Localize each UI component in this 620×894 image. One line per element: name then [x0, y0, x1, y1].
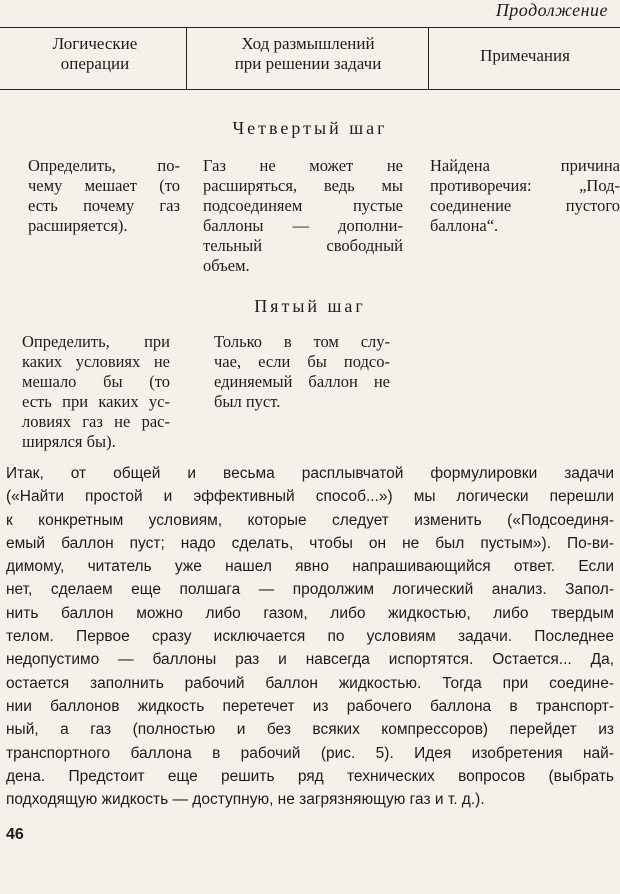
header-reasoning [190, 34, 426, 74]
prose-line: телом. Первое сразу исключается по условиям задачи. Последнее [6, 628, 614, 646]
cell-line: ширялся бы). [22, 432, 116, 451]
header-top-rule [0, 27, 620, 28]
cell-line: каких условиях не [22, 352, 170, 371]
prose-line: нии баллонов жидкость перетечет из рабочего баллона в транспорт- [6, 697, 614, 715]
cell-line: единяемый баллон не [214, 372, 390, 391]
prose-line: нить баллон можно либо газом, либо жидкостью, либо твердым [6, 604, 614, 622]
step4-note [430, 156, 620, 236]
cell-line: соединение пустого [430, 196, 620, 215]
cell-line: Определить, по- [28, 156, 180, 175]
header-line: Ход размышлений [241, 34, 375, 53]
step5-operation [22, 332, 170, 452]
header-divider-2 [428, 27, 429, 89]
prose-line: димому, читатель уже нашел явно напрашивающийся ответ. Если [6, 558, 614, 576]
cell-line: подсоединяем пустые [203, 196, 403, 215]
cell-line: баллона“. [430, 216, 499, 235]
prose-line: емый баллон пуст; надо сделать, чтобы он не был пустым»). По-ви- [6, 534, 614, 552]
prose-line: недопустимо — баллоны раз и навсегда испортятся. Остается... Да, [6, 651, 614, 669]
cell-line: расширяется). [28, 216, 128, 235]
cell-line: Найдена причина [430, 156, 620, 175]
prose-line: («Найти простой и эффективный способ...») мы логически перешли [6, 488, 614, 506]
header-line: при решении задачи [234, 54, 382, 73]
cell-line: Газ не может не [203, 156, 403, 175]
cell-line: мешало бы (то [22, 372, 170, 391]
cell-line: расширяться, ведь мы [203, 176, 403, 195]
prose-line: транспортного баллона в рабочий (рис. 5). Идея изобретения най- [6, 744, 614, 762]
header-notes [432, 46, 618, 66]
header-bottom-rule [0, 89, 620, 90]
cell-line: баллоны — дополни- [203, 216, 403, 235]
prose-line: ный, а газ (полностью и без всяких компрессоров) перейдет из [6, 721, 614, 739]
cell-line: объем. [203, 256, 250, 275]
prose-line: нет, сделаем еще полшага — продолжим логический анализ. Запол- [6, 581, 614, 599]
step4-reasoning [203, 156, 403, 276]
step4-operation [28, 156, 180, 236]
prose-line: Итак, от общей и весьма расплывчатой формулировки задачи [6, 465, 614, 482]
cell-line: чему мешает (то [28, 176, 180, 195]
prose-line: дена. Предстоит еще решить ряд технических вопросов (выбрать [6, 767, 614, 785]
header-logical-operations [10, 34, 180, 74]
cell-line: есть почему газ [28, 196, 180, 215]
cell-line: есть при каких ус- [22, 392, 170, 411]
cell-line: противоречия: „Под- [430, 176, 620, 195]
prose-line: к конкретным условиям, которые следует изменить («Подсоединя- [6, 511, 614, 529]
header-line: Примечания [480, 46, 570, 65]
header-line: операции [60, 54, 130, 73]
cell-line: Только в том слу- [214, 332, 390, 351]
step5-reasoning [214, 332, 390, 412]
cell-line: ловиях газ не рас- [22, 412, 170, 431]
page-number: 46 [6, 826, 24, 843]
cell-line: чае, если бы подсо- [214, 352, 390, 371]
cell-line: Определить, при [22, 332, 170, 351]
prose-line: остается заполнить рабочий баллон жидкостью. Тогда при соедине- [6, 674, 614, 692]
header-divider-1 [186, 27, 187, 89]
cell-line: был пуст. [214, 392, 281, 411]
step-title-fourth: Четвертый шаг [232, 118, 388, 138]
body-paragraph [6, 462, 614, 811]
header-line: Логические [52, 34, 138, 53]
prose-line: подходящую жидкость — доступную, не загрязняющую газ и т. д.). [6, 791, 485, 809]
cell-line: тельный свободный [203, 236, 403, 255]
continued-label: Продолжение [495, 0, 608, 20]
step-title-fifth: Пятый шаг [254, 296, 366, 316]
